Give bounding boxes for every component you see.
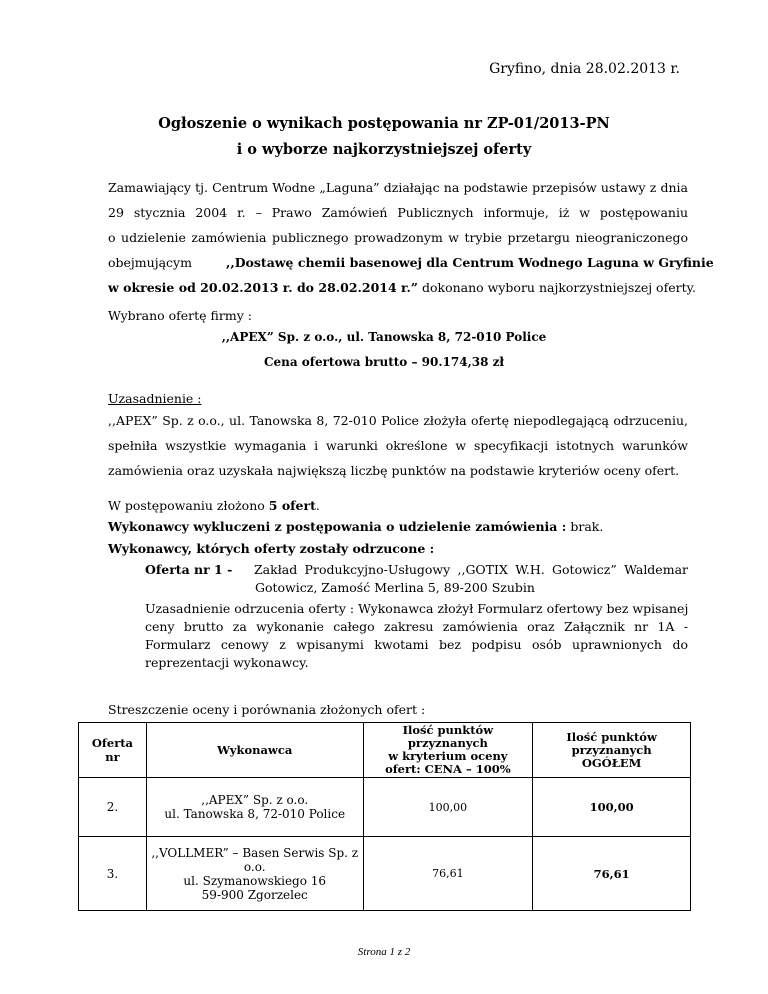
header-contractor: Wykonawca bbox=[146, 723, 363, 778]
excluded-line bbox=[108, 519, 688, 534]
offers-count-line bbox=[108, 498, 688, 513]
selected-label: Wybrano ofertę firmy : bbox=[108, 308, 252, 323]
excluded-value: brak. bbox=[570, 519, 604, 534]
offers-count-suffix: . bbox=[315, 498, 320, 513]
rejected-offer-number: Oferta nr 1 - bbox=[145, 562, 233, 577]
table-header-row bbox=[79, 723, 691, 778]
offers-count-prefix: W postępowaniu złożono bbox=[108, 498, 265, 513]
row-total-points: 76,61 bbox=[533, 837, 691, 911]
offers-count: 5 ofert bbox=[268, 498, 316, 513]
justification-line: zamówienia oraz uzyskała największą liczbę punktów na podstawie kryteriów oceny ofert. bbox=[108, 463, 680, 478]
justification-paragraph bbox=[108, 413, 688, 478]
document-subtitle: i o wyborze najkorzystniejszej oferty bbox=[236, 141, 532, 158]
justification-line: ,,APEX” Sp. z o.o., ul. Tanowska 8, 72-010 Police złożyła ofertę niepodlegającą odrzuceniu, bbox=[108, 413, 688, 428]
rejection-reason-line: ceny brutto za wykonanie całego zakresu zamówienia oraz Załącznik nr 1A - bbox=[145, 619, 688, 634]
rejection-reason-line: reprezentacji wykonawcy. bbox=[145, 655, 309, 670]
justification-line: spełniła wszystkie wymagania i warunki określone w specyfikacji istotnych warunków bbox=[108, 438, 688, 453]
intro-line: obejmującym bbox=[108, 255, 192, 270]
intro-line: 29 stycznia 2004 r. – Prawo Zamówień Publicznych informuje, iż w postępowaniu bbox=[108, 205, 688, 220]
rejected-offer-address: Gotowicz, Zamość Merlina 5, 89-200 Szubin bbox=[255, 580, 535, 595]
document-title: Ogłoszenie o wynikach postępowania nr ZP-01/2013-PN bbox=[158, 115, 610, 132]
excluded-label: Wykonawcy wykluczeni z postępowania o udzielenie zamówienia : bbox=[108, 519, 567, 534]
selected-price: Cena ofertowa brutto – 90.174,38 zł bbox=[263, 355, 505, 369]
results-table bbox=[78, 722, 691, 911]
intro-line bbox=[108, 280, 696, 295]
document-date: Gryfino, dnia 28.02.2013 r. bbox=[489, 61, 680, 77]
row-contractor: ,,VOLLMER” – Basen Serwis Sp. z o.o. ul. Szymanowskiego 16 59-900 Zgorzelec bbox=[146, 837, 363, 911]
rejection-reason-line: Uzasadnienie odrzucenia oferty : Wykonawca złożył Formularz ofertowy bez wpisanej bbox=[145, 601, 689, 616]
rejected-label: Wykonawcy, których oferty zostały odrzucone : bbox=[108, 541, 435, 556]
row-price-points: 76,61 bbox=[363, 837, 533, 911]
row-price-points: 100,00 bbox=[363, 778, 533, 837]
header-total-points: Ilość punktów przyznanych OGÓŁEM bbox=[533, 723, 691, 778]
tender-period: w okresie od 20.02.2013 r. do 28.02.2014 r.” bbox=[108, 280, 418, 295]
header-offer-nr: Oferta nr bbox=[79, 723, 147, 778]
page-number: Strona 1 z 2 bbox=[357, 946, 411, 958]
rejected-offer-line bbox=[145, 562, 688, 582]
row-total-points: 100,00 bbox=[533, 778, 691, 837]
intro-conclusion: dokonano wyboru najkorzystniejszej oferty. bbox=[421, 280, 696, 295]
rejection-reason bbox=[145, 600, 688, 672]
intro-line: o udzielenie zamówienia publicznego prowadzonym w trybie przetargu nieograniczonego bbox=[108, 230, 688, 245]
justification-heading: Uzasadnienie : bbox=[108, 391, 202, 406]
row-offer-nr: 3. bbox=[79, 837, 147, 911]
row-contractor: ,,APEX” Sp. z o.o. ul. Tanowska 8, 72-010 Police bbox=[146, 778, 363, 837]
table-caption: Streszczenie oceny i porównania złożonych ofert : bbox=[108, 702, 426, 717]
intro-line: Zamawiający tj. Centrum Wodne „Laguna” działając na podstawie przepisów ustawy z dnia bbox=[108, 180, 688, 195]
selected-company: ,,APEX” Sp. z o.o., ul. Tanowska 8, 72-010 Police bbox=[221, 330, 547, 344]
tender-subject: ,,Dostawę chemii basenowej dla Centrum Wodnego Laguna w Gryfinie bbox=[226, 255, 714, 270]
table-row bbox=[79, 837, 691, 911]
intro-paragraph bbox=[108, 180, 714, 295]
rejection-reason-line: Formularz cenowy z wpisanymi kwotami bez podpisu osób uprawnionych do bbox=[145, 637, 688, 652]
header-price-points: Ilość punktów przyznanych w kryterium oceny ofert: CENA – 100% bbox=[363, 723, 533, 778]
rejected-offer-company: Zakład Produkcyjno-Usługowy ,,GOTIX W.H. Gotowicz” Waldemar bbox=[254, 562, 688, 577]
table-row bbox=[79, 778, 691, 837]
row-offer-nr: 2. bbox=[79, 778, 147, 837]
